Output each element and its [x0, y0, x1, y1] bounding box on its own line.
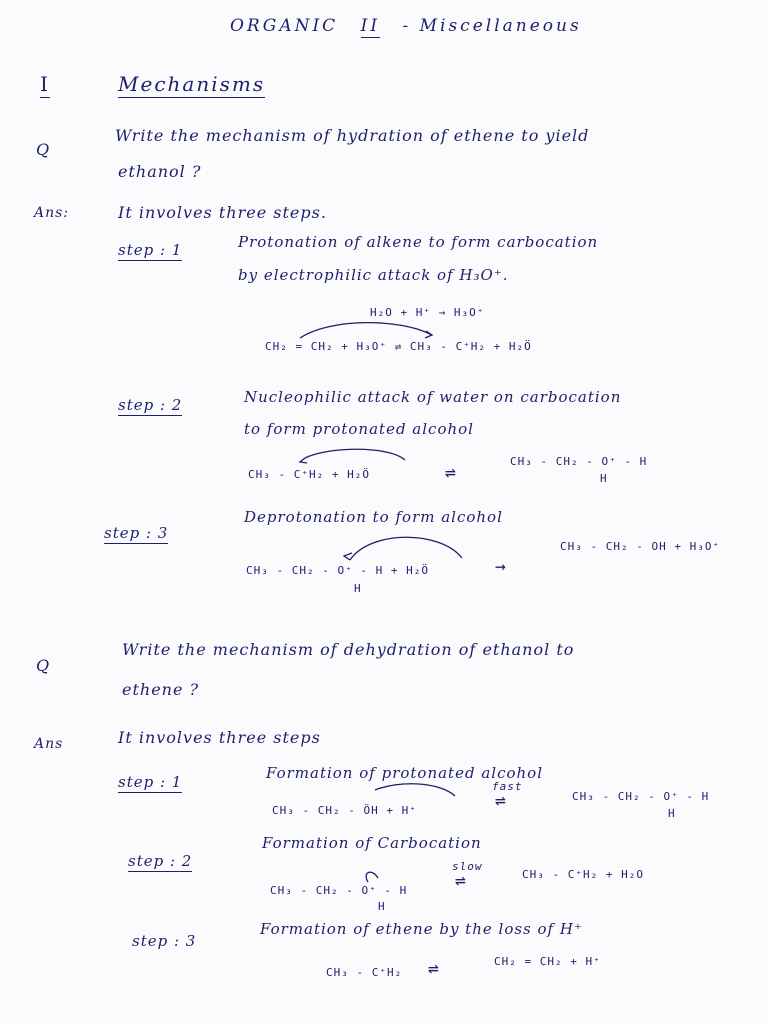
- electron-push-arrow-icon: [300, 323, 432, 338]
- step-description: Formation of Carbocation: [262, 834, 482, 852]
- question-line: Write the mechanism of dehydration of ethanol to: [122, 640, 575, 659]
- step-description: Formation of protonated alcohol: [266, 764, 543, 782]
- question-line: ethene ?: [122, 680, 200, 699]
- step-description: to form protonated alcohol: [244, 420, 474, 438]
- answer-label: Ans: [34, 736, 64, 752]
- electron-push-arrow-icon: [305, 449, 405, 460]
- electron-push-arrow-icon: [366, 872, 378, 882]
- question-line: Write the mechanism of hydration of ethene to yield: [115, 126, 590, 145]
- step-label: step : 1: [118, 773, 183, 791]
- step-label: step : 2: [118, 396, 183, 414]
- step-description: Deprotonation to form alcohol: [244, 508, 503, 526]
- equilibrium-arrow: ⇌: [495, 790, 507, 811]
- arrow-label: slow: [452, 860, 483, 873]
- section-numeral: I: [40, 72, 50, 96]
- electron-push-arrow-icon: [375, 784, 455, 796]
- reaction-arrow: →: [495, 556, 507, 577]
- equilibrium-arrow: ⇌: [445, 462, 457, 483]
- step-label: step : 2: [128, 852, 193, 870]
- question-label: Q: [36, 656, 51, 675]
- equation-left: CH₃ - C⁺H₂ + H₂Ö: [248, 468, 370, 481]
- equation-sub: H: [600, 472, 608, 485]
- step-label: step : 3: [132, 932, 197, 950]
- equation-right: CH₃ - CH₂ - O⁺ - H: [510, 455, 648, 468]
- equation-left: CH₃ - CH₂ - ÖH + H⁺: [272, 804, 417, 817]
- equation: CH₂ = CH₂ + H₃O⁺ ⇌ CH₃ - C⁺H₂ + H₂Ö: [265, 340, 532, 353]
- equation-right: CH₂ = CH₂ + H⁺: [494, 955, 601, 968]
- title-subtitle: - Miscellaneous: [402, 16, 582, 36]
- equation-right: CH₃ - C⁺H₂ + H₂O: [522, 868, 644, 881]
- title-text: ORGANIC: [230, 16, 339, 36]
- section-heading: Mechanisms: [118, 72, 266, 96]
- arrowhead-icon: [300, 458, 307, 463]
- equation-left: CH₃ - C⁺H₂: [326, 966, 403, 979]
- equation-right: CH₃ - CH₂ - OH + H₃O⁺: [560, 540, 721, 553]
- equation: H₂O + H⁺ → H₃O⁺: [370, 306, 485, 319]
- equation-sub: H: [668, 807, 676, 820]
- step-description: Protonation of alkene to form carbocation: [238, 233, 599, 251]
- answer-intro: It involves three steps.: [118, 203, 327, 222]
- equation-right: CH₃ - CH₂ - O⁺ - H: [572, 790, 710, 803]
- arrow-label: fast: [492, 780, 523, 793]
- answer-intro: It involves three steps: [118, 728, 321, 747]
- equilibrium-arrow: ⇌: [455, 870, 467, 891]
- equation-sub: H: [378, 900, 386, 913]
- answer-label: Ans:: [34, 205, 70, 221]
- title-roman-numeral: II: [360, 16, 381, 36]
- equation-sub: H: [354, 582, 362, 595]
- step-label: step : 3: [104, 524, 169, 542]
- step-description: Formation of ethene by the loss of H⁺: [260, 920, 583, 938]
- equation-left: CH₃ - CH₂ - O⁺ - H + H₂Ö: [246, 564, 429, 577]
- question-line: ethanol ?: [118, 162, 202, 181]
- equation-left: CH₃ - CH₂ - O⁺ - H: [270, 884, 408, 897]
- equilibrium-arrow: ⇌: [428, 958, 440, 979]
- step-description: by electrophilic attack of H₃O⁺.: [238, 266, 509, 284]
- electron-push-arrow-icon: [350, 537, 462, 560]
- step-description: Nucleophilic attack of water on carbocation: [244, 388, 622, 406]
- question-label: Q: [36, 140, 51, 159]
- step-label: step : 1: [118, 241, 183, 259]
